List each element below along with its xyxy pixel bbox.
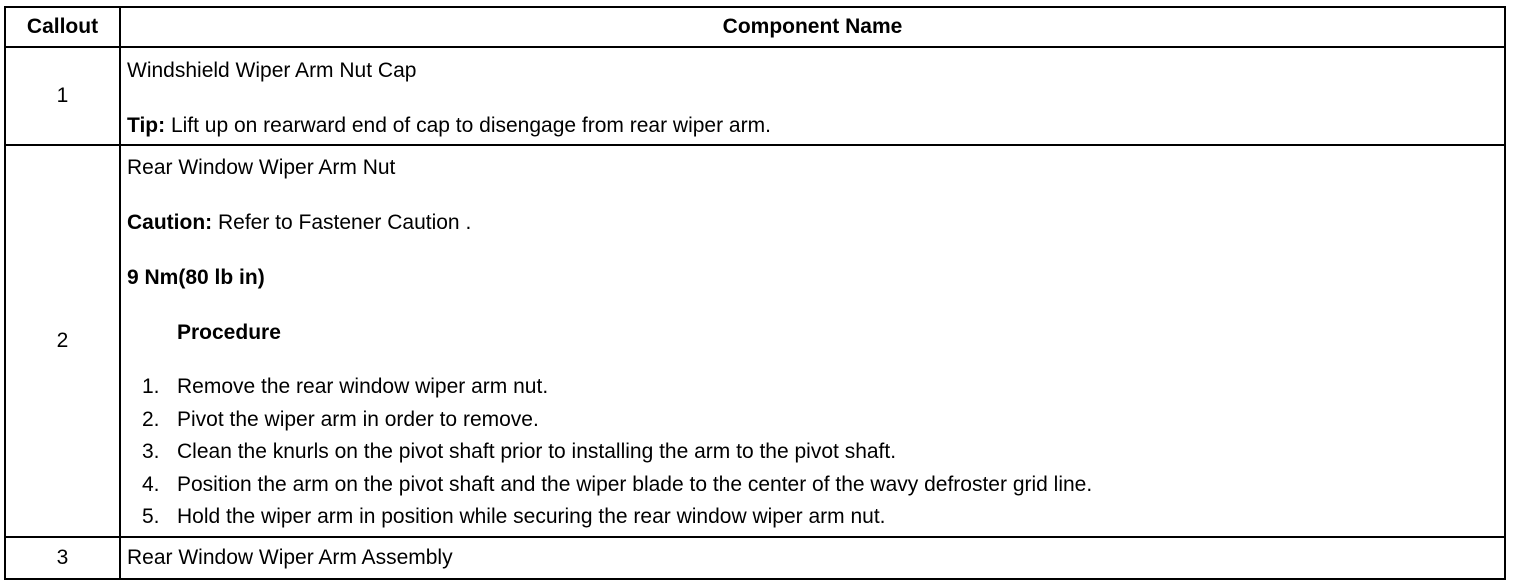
component-cell bbox=[120, 145, 1505, 537]
tip-label: Tip: bbox=[127, 114, 166, 137]
callout-number: 1 bbox=[5, 47, 120, 145]
callout-number: 2 bbox=[5, 145, 120, 537]
component-name-header: Component Name bbox=[120, 7, 1505, 47]
component-name: Rear Window Wiper Arm Nut bbox=[127, 156, 396, 179]
component-name: Rear Window Wiper Arm Assembly bbox=[127, 546, 453, 569]
step-text: Hold the wiper arm in position while securing the rear window wiper arm nut. bbox=[177, 505, 886, 528]
procedure-heading: Procedure bbox=[177, 321, 281, 344]
component-table bbox=[4, 6, 1506, 580]
caution-label: Caution: bbox=[127, 211, 213, 234]
step-number: 1. bbox=[142, 375, 160, 398]
table-row bbox=[5, 145, 1505, 537]
step-number: 3. bbox=[142, 440, 160, 463]
procedure-steps bbox=[127, 371, 1504, 534]
step-text: Position the arm on the pivot shaft and the wiper blade to the center of the wavy defroster grid line. bbox=[177, 472, 1093, 496]
component-name: Windshield Wiper Arm Nut Cap bbox=[127, 59, 417, 82]
procedure-step bbox=[127, 436, 1504, 469]
tip-text: Lift up on rearward end of cap to disengage from rear wiper arm. bbox=[165, 114, 771, 137]
procedure-step bbox=[127, 371, 1504, 404]
procedure-step bbox=[127, 404, 1504, 437]
step-text: Clean the knurls on the pivot shaft prior to installing the arm to the pivot shaft. bbox=[177, 440, 897, 463]
caution-text: Refer to Fastener Caution . bbox=[212, 211, 472, 234]
caution-note bbox=[127, 209, 1504, 237]
step-text: Pivot the wiper arm in order to remove. bbox=[177, 407, 539, 431]
callout-number: 3 bbox=[5, 537, 120, 579]
procedure-step bbox=[127, 501, 1504, 534]
step-text: Remove the rear window wiper arm nut. bbox=[177, 375, 549, 398]
component-cell bbox=[120, 47, 1505, 145]
component-cell bbox=[120, 537, 1505, 579]
table-row bbox=[5, 47, 1505, 145]
step-number: 5. bbox=[142, 505, 160, 528]
torque-spec: 9 Nm(80 lb in) bbox=[127, 266, 265, 289]
step-number: 4. bbox=[142, 472, 160, 496]
callout-header: Callout bbox=[5, 7, 120, 47]
step-number: 2. bbox=[142, 407, 160, 431]
procedure-step bbox=[127, 469, 1504, 502]
table-row bbox=[5, 537, 1505, 579]
tip-note bbox=[127, 112, 1504, 140]
header-row bbox=[5, 7, 1505, 47]
